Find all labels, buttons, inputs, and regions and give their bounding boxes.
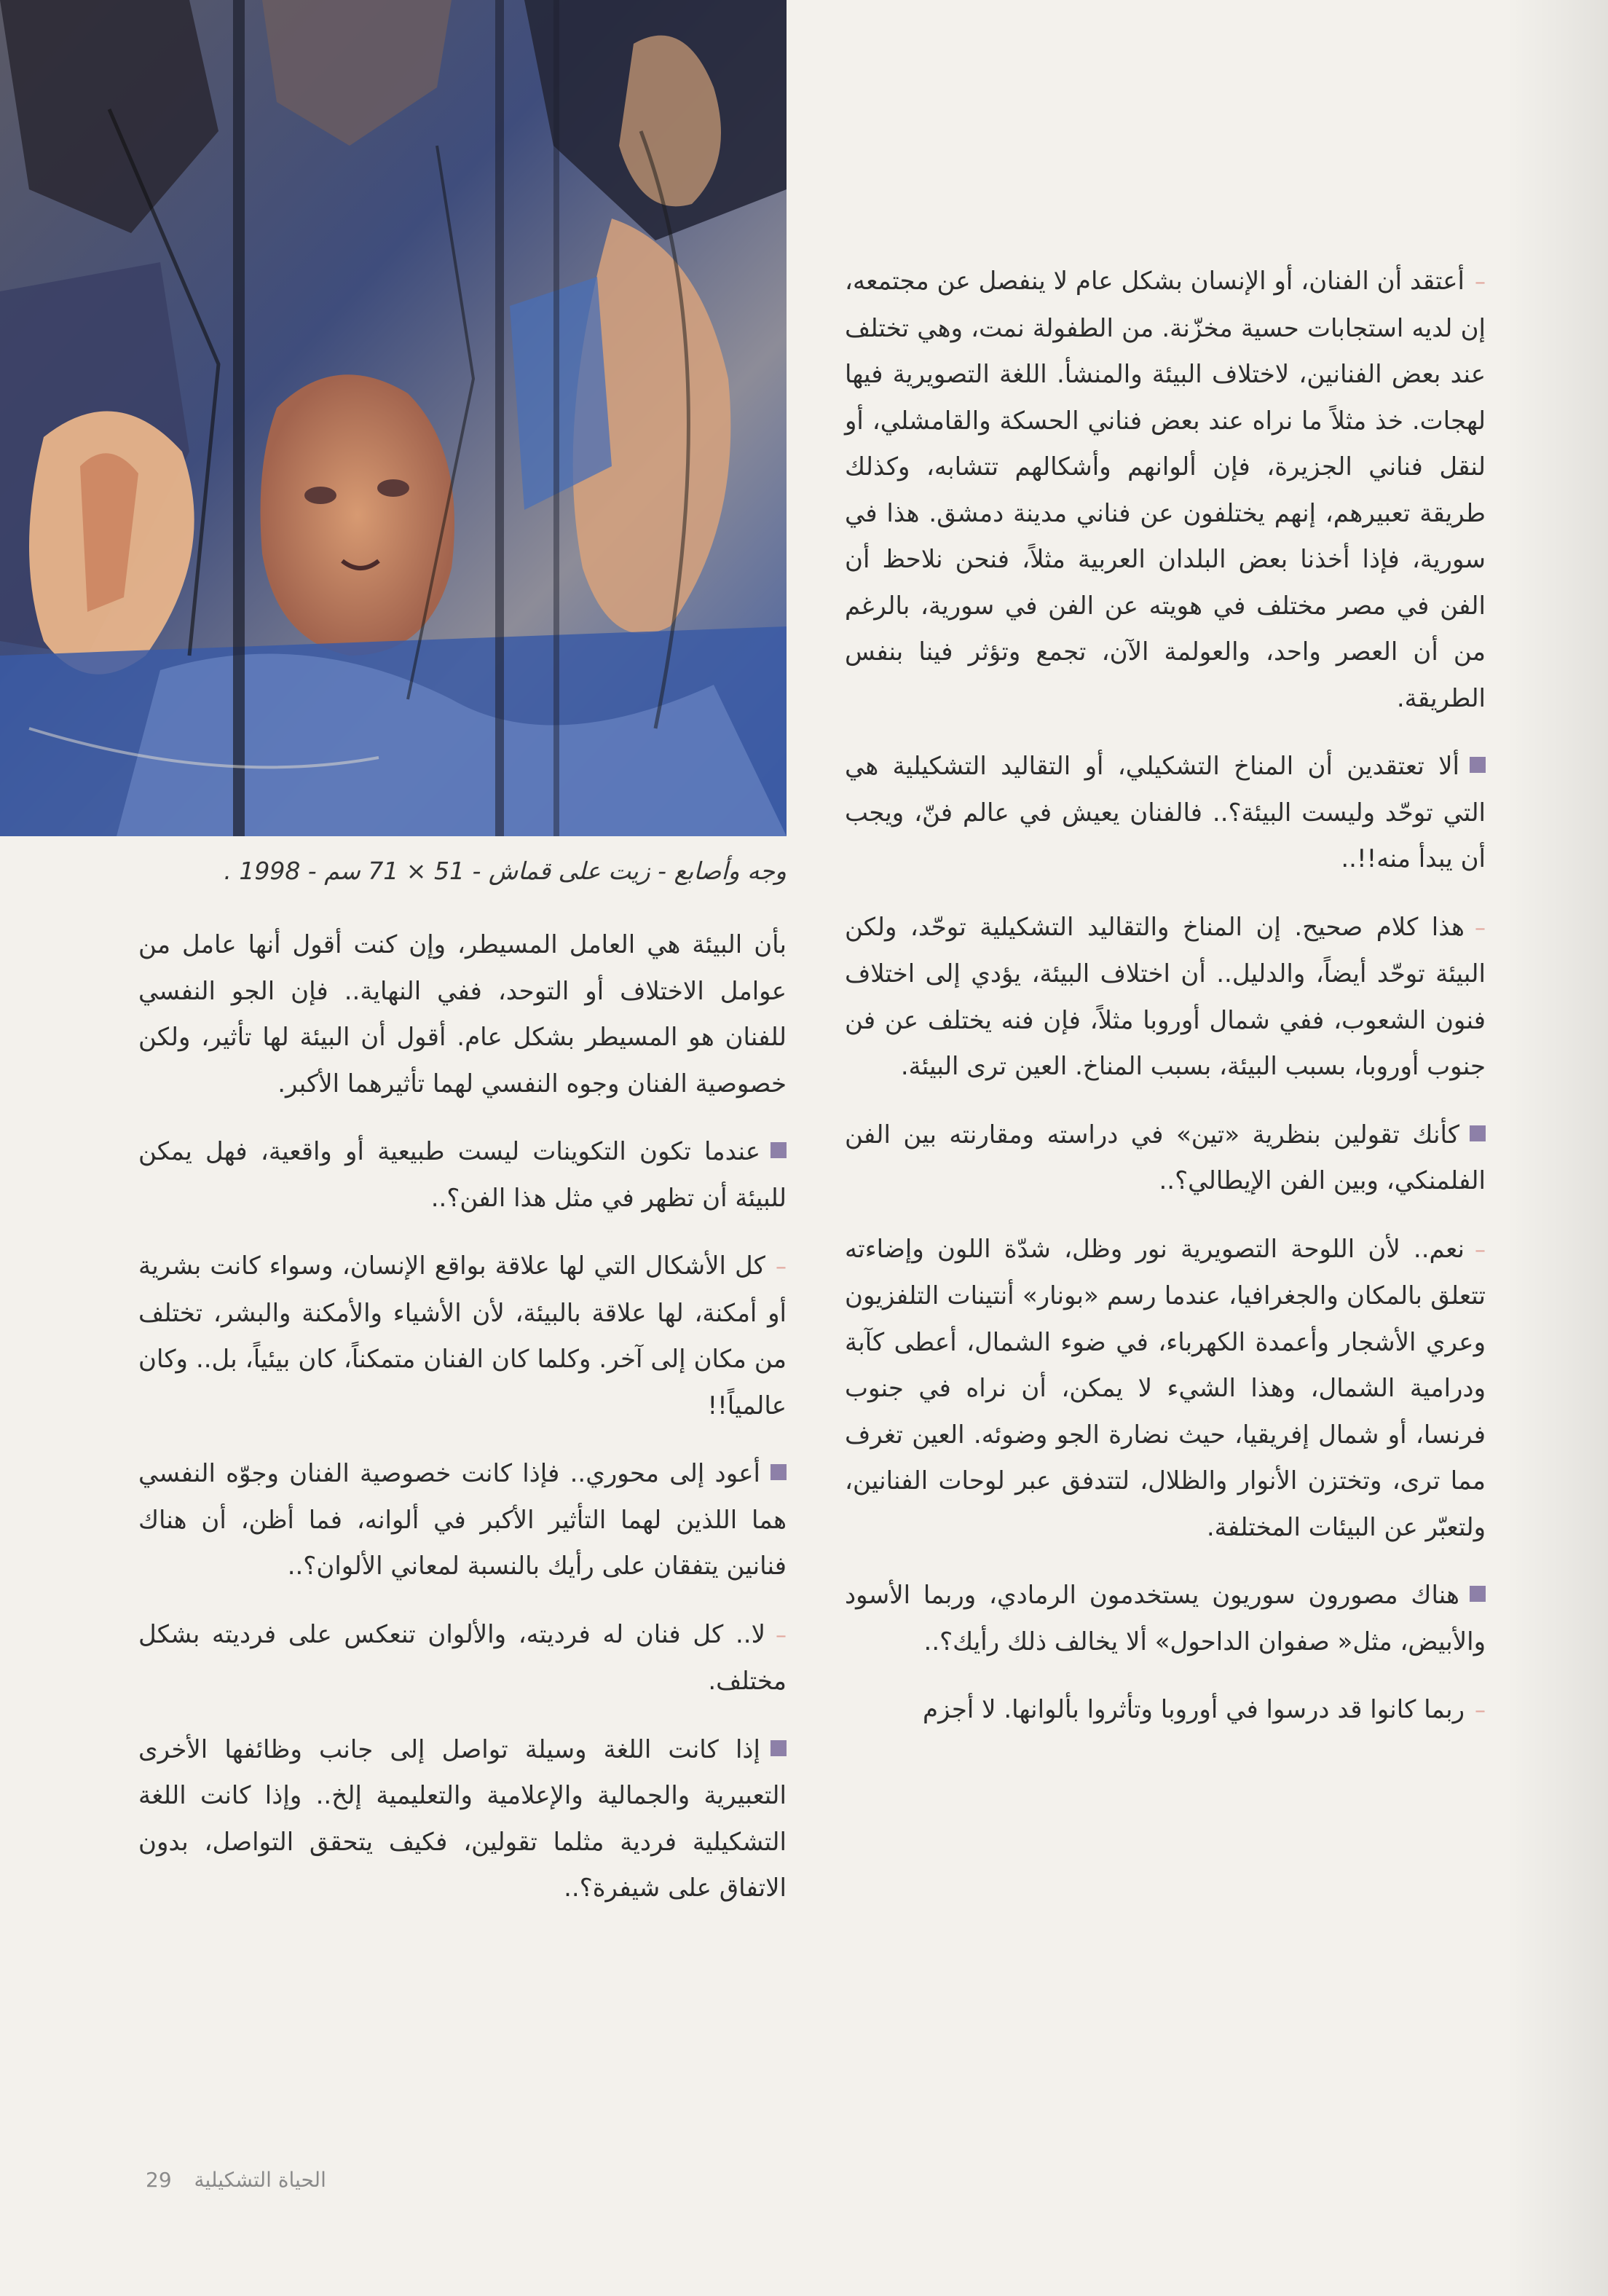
page-edge-shadow — [1506, 0, 1608, 2296]
answer-paragraph — [845, 1687, 1486, 1734]
paragraph-text: ربما كانوا قد درسوا في أوروبا وتأثروا بألوانها. لا أجزم — [923, 1695, 1465, 1724]
answer-dash-icon: – — [1475, 915, 1486, 941]
paragraph-text: هناك مصورون سوريون يستخدمون الرمادي، وربما الأسود والأبيض، مثل« صفوان الداحول» ألا يخالف ذلك رأيك؟.. — [845, 1581, 1486, 1656]
question-square-icon — [770, 1142, 787, 1158]
question-paragraph — [845, 1573, 1486, 1665]
left-column — [138, 922, 787, 1934]
continuation-paragraph — [138, 922, 787, 1107]
artwork-painting — [0, 0, 787, 836]
artwork-caption: وجه وأصابع - زيت على قماش - 51 × 71 سم - 1998 . — [224, 857, 787, 885]
answer-dash-icon: – — [776, 1254, 787, 1280]
question-paragraph — [138, 1129, 787, 1222]
question-paragraph — [845, 1112, 1486, 1205]
answer-paragraph — [845, 259, 1486, 722]
question-square-icon — [1470, 1125, 1486, 1141]
answer-dash-icon: – — [776, 1622, 787, 1648]
paragraph-text: عندما تكون التكوينات ليست طبيعية أو واقعية، فهل يمكن للبيئة أن تظهر في مثل هذا الفن؟.. — [138, 1137, 787, 1213]
answer-paragraph — [845, 905, 1486, 1090]
paragraph-text: كل الأشكال التي لها علاقة بواقع الإنسان، وسواء كانت بشرية أو أمكنة، لها علاقة بالبيئة، لأن الأشياء والأمكنة والبشر، تختلف من مكان إلى آخر. وكلما كان الفنان متمكناً، كان بيئياً، بل.. وكان عالمياً!! — [138, 1251, 787, 1420]
answer-paragraph — [138, 1243, 787, 1429]
paragraph-text: نعم.. لأن اللوحة التصويرية نور وظل، شدّة اللون وإضاءته تتعلق بالمكان والجغرافيا، عندما رسم «بونار» أنتينات التلفزيون وعري الأشجار وأعمدة الكهرباء، في ضوء الشمال، أعطى كآبة ودرامية الشمال، وهذا الشيء لا يمكن، أن نراه في جنوب فرنسا، أو شمال إفريقيا، حيث نضارة الجو وضوئه. العين تغرف مما ترى، وتختزن الأنوار والظلال، لتتدفق عبر لوحات الفنانين، ولتعبّر عن البيئات المختلفة. — [845, 1234, 1486, 1542]
question-square-icon — [1470, 1586, 1486, 1602]
page-number: 29 — [146, 2168, 172, 2192]
question-paragraph — [845, 744, 1486, 883]
paragraph-text: كأنك تقولين بنظرية «تين» في دراسته ومقارنته بين الفن الفلمنكي، وبين الفن الإيطالي؟.. — [845, 1120, 1486, 1195]
paragraph-text: بأن البيئة هي العامل المسيطر، وإن كنت أقول أنها عامل من عوامل الاختلاف أو التوحد، ففي النهاية.. فإن الجو النفسي للفنان هو المسيطر بشكل عام. أقول أن البيئة لها تأثير، ولكن خصوصية الفنان وجوه النفسي لهما تأثيرهما الأكبر. — [138, 930, 787, 1098]
paragraph-text: أعود إلى محوري.. فإذا كانت خصوصية الفنان وجوّه النفسي هما اللذين لهما التأثير الأكبر في ألوانه، فما أظن، أن هناك فنانين يتفقان على رأيك بالنسبة لمعاني الألوان؟.. — [138, 1459, 787, 1581]
answer-dash-icon: – — [1475, 1237, 1486, 1263]
artwork-image — [0, 0, 787, 836]
paragraph-text: لا.. كل فنان له فرديته، والألوان تنعكس على فرديته بشكل مختلف. — [138, 1619, 787, 1696]
question-square-icon — [770, 1740, 787, 1756]
answer-paragraph — [138, 1612, 787, 1705]
question-paragraph — [138, 1451, 787, 1590]
answer-dash-icon: – — [1475, 270, 1486, 295]
paragraph-text: ألا تعتقدين أن المناخ التشكيلي، أو التقاليد التشكيلية هي التي توحّد وليست البيئة؟.. فالفنان يعيش في عالم فنّ، ويجب أن يبدأ منه!!.. — [845, 752, 1486, 873]
question-paragraph — [138, 1727, 787, 1912]
paragraph-text: إذا كانت اللغة وسيلة تواصل إلى جانب وظائفها الأخرى التعبيرية والجمالية والإعلامية والتعليمية إلخ.. وإذا كانت اللغة التشكيلية فردية مثلما تقولين، فكيف يتحقق التواصل، بدون الاتفاق على شيفرة؟.. — [138, 1734, 787, 1903]
answer-paragraph — [845, 1227, 1486, 1552]
answer-dash-icon: – — [1475, 1698, 1486, 1723]
paragraph-text: أعتقد أن الفنان، أو الإنسان بشكل عام لا ينفصل عن مجتمعه، إن لديه استجابات حسية مخزّنة. من الطفولة نمت، وهي تختلف عند بعض الفنانين، لاختلاف البيئة والمنشأ. اللغة التصويرية فيها لهجات. خذ مثلاً ما نراه عند بعض فناني الحسكة والقامشلي، أو لنقل فناني الجزيرة، فإن ألوانهم وأشكالهم تتشابه، وكذلك طريقة تعبيرهم، إنهم يختلفون عن فناني مدينة دمشق. هذا في سورية، فإذا أخذنا بعض البلدان العربية مثلاً، فنحن نلاحظ أن الفن في مصر مختلف في هويته عن الفن في سورية، بالرغم من أن العصر واحد، والعولمة الآن، تجمع وتؤثر فينا بنفس الطريقة. — [845, 267, 1486, 713]
question-square-icon — [1470, 757, 1486, 773]
question-square-icon — [770, 1464, 787, 1480]
magazine-name: الحياة التشكيلية — [194, 2168, 326, 2192]
right-column — [845, 259, 1486, 1756]
paragraph-text: هذا كلام صحيح. إن المناخ والتقاليد التشكيلية توحّد، ولكن البيئة توحّد أيضاً، والدليل.. أن اختلاف البيئة، يؤدي إلى اختلاف فنون الشعوب، ففي شمال أوروبا مثلاً، فإن فنه يختلف عن فن جنوب أوروبا، بسبب البيئة، بسبب المناخ. العين ترى البيئة. — [845, 912, 1486, 1081]
page-footer — [146, 2168, 437, 2203]
